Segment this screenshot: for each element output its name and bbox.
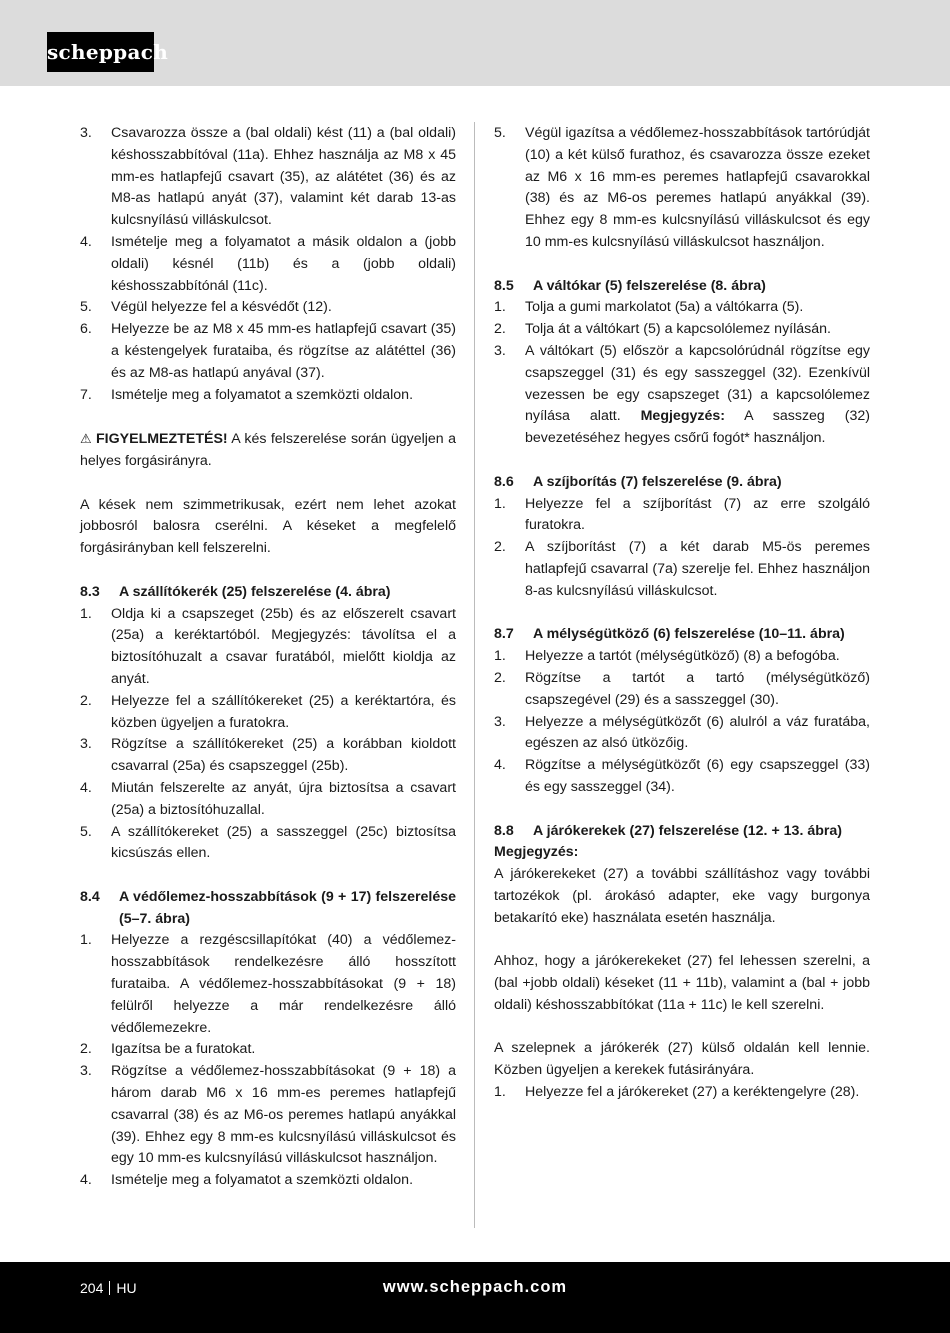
list-item: 5. Végül igazítsa a védőlemez-hosszabbítások tartórúdját (10) a két külső furathoz, és csavarozza össze ezeket az M6 x 16 mm-es peremes hatlapfejű csavarokkal (38) és az M6-os peremes hatlapú anyákkal (39). Ehhez egy 8 mm-es kulcsnyílású villáskulcsot és egy 10 mm-es kulcsnyílású villáskulcsot használjon. [494,125,870,250]
list-item: 2. A szíjborítást (7) a két darab M5-ös peremes hatlapfejű csavarral (7a) szerelje fel. Ehhez használjon 8-as kulcsnyílású villáskulcsot. [494,539,870,599]
brand-logo: scheppach [47,32,154,72]
list-item: 3. Csavarozza össze a (bal oldali) kést (11) a (bal oldali) késhosszabbítóval (11a). Ehhez használja az M8 x 45 mm-es hatlapfejű csavart (35), az alátétet (36) és az M8-as hatlapú anyát (37), valamint két darab 13-as kulcsnyílású villáskulcsot. [80,125,456,229]
list-item: 1. Helyezze a rezgéscsillapítókat (40) a védőlemez-hosszabbítások rendelkezésre álló hosszított furataiba. A védőlemez-hosszabbításokat (9 + 18) felülről helyezze a már rendelkezésre álló védőlemezekre. [80,932,456,1036]
section-heading-8-3: 8.3 A szállítókerék (25) felszerelése (4. ábra) [80,583,391,600]
list-item: 2. Rögzítse a tartót a tartó (mélységütköző) csapszegével (29) és a sasszeggel (30). [494,669,870,708]
column-divider [474,122,475,1228]
list-item: 2. Igazítsa be a furatokat. [80,1041,256,1058]
list-item: 1. Tolja a gumi markolatot (5a) a váltókarra (5). [494,299,804,316]
warning-icon: ⚠ [80,431,92,447]
right-column [494,123,870,1104]
paragraph: A járókerekeket (27) a további szállításhoz vagy további tartozékok (pl. árokásó adapter, eke vagy burgonya betakarító eke) használata esetén használja. [494,866,870,926]
paragraph: Ahhoz, hogy a járókerekeket (27) fel lehessen szerelni, a (bal +jobb oldali) késeket (11 + 11b), valamint a (bal + jobb oldali) késhosszabbítókat (11a + 11c) le kell szerelni. [494,953,870,1013]
language-code: HU [116,1280,137,1296]
page-footer [0,1262,950,1333]
page-header [0,0,950,86]
list-item: 3. Rögzítse a szállítókereket (25) a korábban kioldott csavarral (25a) és csapszeggel (25b). [80,736,456,775]
section-heading-8-8: 8.8 A járókerekek (27) felszerelése (12. + 13. ábra) [494,822,843,839]
list-item: 2. Helyezze fel a szállítókereket (25) a keréktartóra, és közben ügyeljen a furatokra. [80,692,456,731]
warning-title: FIGYELMEZTETÉS! [96,431,228,448]
list-item: 4. Miután felszerelte az anyát, újra biztosítsa a csavart (25a) a biztosítóhuzallal. [80,779,456,818]
list-item: 2. Tolja át a váltókart (5) a kapcsolólemez nyílásán. [494,321,831,338]
list-item: 1. Helyezze fel a járókereket (27) a keréktengelyre (28). [494,1084,860,1101]
list-item: 4. Ismételje meg a folyamatot a szemközti oldalon. [80,1172,414,1189]
note-label: Megjegyzés: [494,844,579,861]
page-number: 204 HU [80,1280,137,1296]
warning-paragraph: ⚠ FIGYELMEZTETÉS! A kés felszerelése során ügyeljen a helyes forgásirányra. [80,428,456,473]
list-item: 1. Helyezze fel a szíjborítást (7) az erre szolgáló furatokra. [494,495,870,534]
website-link[interactable]: www.scheppach.com [382,1278,568,1296]
list-item: 3. A váltókart (5) először a kapcsolórúdnál rögzítse egy csapszeggel (31) és egy sasszeggel (32). Ezenkívül vezessen be egy csapszeget (31) a kapcsolólemez nyílása alatt. Megjegyzés: A sasszeg (32) bevezetéséhez hegyes csőrű fogót* használjon. [494,342,870,447]
list-item: 1. Helyezze a tartót (mélységütköző) (8) a befogóba. [494,648,840,665]
section-heading-8-7: 8.7 A mélységütköző (6) felszerelése (10–11. ábra) [494,626,845,643]
list-item: 6. Helyezze be az M8 x 45 mm-es hatlapfejű csavart (35) a késtengelyek furataiba, és rögzítse az alátéttel (36) és az M8-as hatlapú anyával (37). [80,321,456,381]
paragraph: A szelepnek a járókerék (27) külső oldalán kell lennie. Közben ügyeljen a kerekek futásirányára. [494,1040,870,1079]
section-heading-8-4: 8.4 A védőlemez-hosszabbítások (9 + 17) felszerelése (5–7. ábra) [80,888,456,927]
list-item: 3. Helyezze a mélységütközőt (6) alulról a váz furatába, egészen az alsó ütközőig. [494,713,870,752]
list-item: 1. Oldja ki a csapszeget (25b) és az előszerelt csavart (25a) a keréktartóból. Megjegyzés: távolítsa el a biztosítóhuzalt a csavar furatából, mielőtt kioldja az anyát. [80,605,456,687]
list-item: 3. Rögzítse a védőlemez-hosszabbításokat (9 + 18) a három darab M6 x 16 mm-es peremes hatlapfejű csavarral (38) és az M6-os peremes hatlapú anyákkal (39). Ehhez egy 8 mm-es kulcsnyílású villáskulcsot és egy 10 mm-es kulcsnyílású villáskulcsot használjon. [80,1063,456,1167]
section-heading-8-6: 8.6 A szíjborítás (7) felszerelése (9. ábra) [494,473,782,490]
list-item: 4. Rögzítse a mélységütközőt (6) egy csapszeggel (33) és egy sasszeggel (34). [494,757,870,795]
list-item: 4. Ismételje meg a folyamatot a másik oldalon a (jobb oldali) késnél (11b) és a (jobb oldali) késhosszabbítónál (11c). [80,233,456,294]
left-column [80,123,456,1192]
paragraph: A kések nem szimmetrikusak, ezért nem lehet azokat jobbosról balosra cserélni. A késeket a megfelelő forgásirányban kell felszerelni. [80,496,456,557]
list-item: 5. Végül helyezze fel a késvédőt (12). [80,299,332,316]
list-item: 7. Ismételje meg a folyamatot a szemközti oldalon. [80,386,414,403]
list-item: 5. A szállítókereket (25) a sasszeggel (25c) biztosítsa kicsúszás ellen. [80,823,456,862]
section-heading-8-5: 8.5 A váltókar (5) felszerelése (8. ábra) [494,277,766,294]
